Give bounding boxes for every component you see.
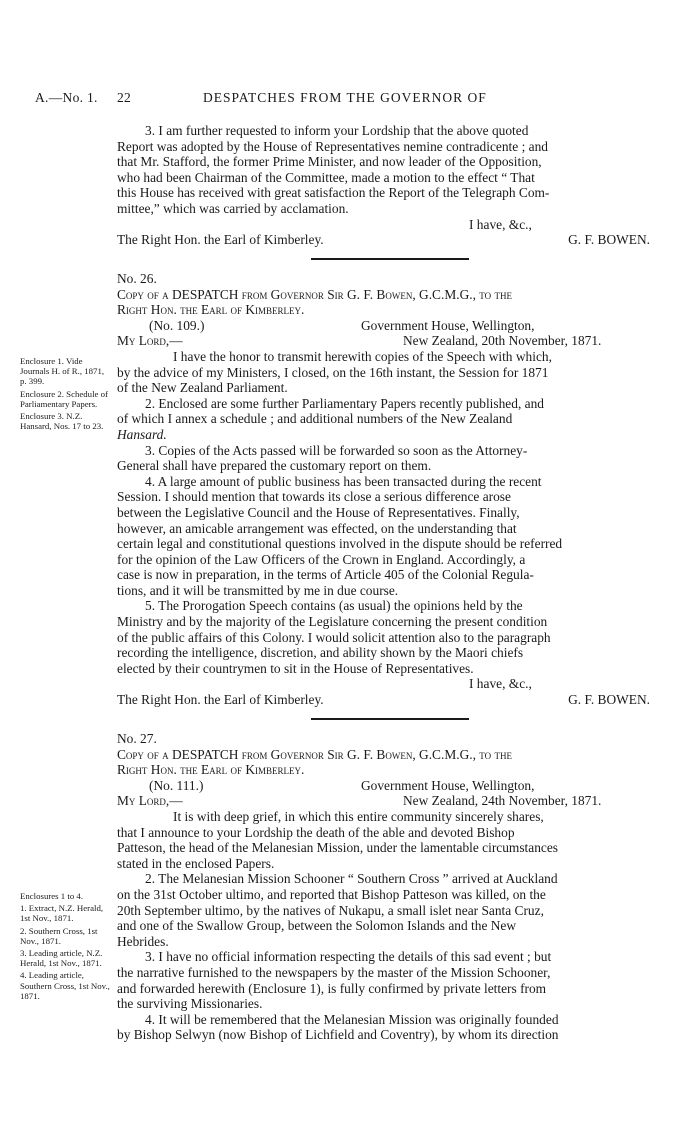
paragraph-line: and one of the Swallow Group, between the Solomon Islands and the New (117, 918, 517, 934)
section-divider (311, 718, 469, 720)
paragraph-line: case is now in preparation, in the terms of Article 405 of the Colonial Regula- (117, 567, 534, 583)
margin-notes-26 (20, 356, 112, 433)
despatch-title-recipient: Right Hon. the Earl of Kimberley. (117, 762, 305, 778)
paragraph-line: for the opinion of the Law Officers of the Crown in England. Accordingly, a (117, 551, 526, 567)
page-number: 22 (117, 90, 132, 105)
despatch-address: Government House, Wellington, (361, 317, 535, 333)
paragraph-line: this House has received with great satisfaction the Report of the Telegraph Com- (117, 185, 550, 201)
paragraph-line: General shall have prepared the customary report on them. (117, 458, 432, 474)
section-divider (311, 258, 469, 260)
paragraph-line: 2. The Melanesian Mission Schooner “ Southern Cross ” arrived at Auckland (145, 871, 558, 887)
paragraph-line: I have the honor to transmit herewith copies of the Speech with which, (173, 348, 552, 364)
paragraph-line: between the Legislative Council and the House of Representatives. Finally, (117, 504, 520, 520)
paragraph-line: that I announce to your Lordship the death of the able and devoted Bishop (117, 824, 515, 840)
paragraph-line: on the 31st October ultimo, and reported that Bishop Patteson was killed, on the (117, 886, 546, 902)
paragraph-line: Report was adopted by the House of Representatives nemine contradicente ; and (117, 138, 548, 154)
running-title: DESPATCHES FROM THE GOVERNOR OF (203, 90, 487, 105)
paragraph-line: 3. I am further requested to inform your Lordship that the above quoted (145, 123, 529, 138)
paragraph-line: that Mr. Stafford, the former Prime Minister, and now leader of the Opposition, (117, 154, 542, 170)
despatch-title: Copy of a DESPATCH from Governor Sir G. F. Bowen, G.C.M.G., to the (117, 286, 512, 302)
paragraph-line: Ministry and by the majority of the Legislature concerning the present condition (117, 614, 548, 630)
paragraph-line: of the public affairs of this Colony. I would solicit attention also to the paragraph (117, 629, 551, 645)
despatch-number: No. 26. (117, 271, 157, 286)
margin-note: Enclosures 1 to 4. (20, 891, 84, 901)
paragraph-line: 3. I have no official information respecting the details of this sad event ; but (145, 949, 552, 965)
margin-note: 1. Extract, N.Z. Herald, 1st Nov., 1871. (20, 903, 104, 924)
closing-line: I have, &c., (469, 676, 532, 692)
signature: G. F. BOWEN. (568, 692, 650, 708)
despatch-ref-number: (No. 109.) (149, 317, 205, 333)
paragraph-line: who had been Chairman of the Committee, made a motion to the effect “ That (117, 169, 535, 185)
paragraph-line: Hebrides. (117, 933, 169, 949)
paragraph-line: 20th September ultimo, by the natives of Nukapu, a small islet near Santa Cruz, (117, 902, 544, 918)
place-date: New Zealand, 24th November, 1871. (403, 793, 602, 809)
paragraph-line: the narrative furnished to the newspapers by the master of the Mission Schooner, (117, 964, 551, 980)
paragraph-line: 4. It will be remembered that the Melanesian Mission was originally founded (145, 1011, 559, 1027)
despatch-ref-number: (No. 111.) (149, 777, 204, 793)
despatch-27 (117, 731, 662, 1043)
paragraph-line: It is with deep grief, in which this entire community sincerely shares, (173, 808, 544, 824)
paragraph-line: mittee,” which was carried by acclamation. (117, 200, 349, 216)
salutation: My Lord,— (117, 333, 183, 349)
paragraph-line: Hansard. (117, 426, 167, 442)
paragraph-line: Session. I should mention that towards its close a serious difference arose (117, 489, 511, 505)
paragraph-line: of which I annex a schedule ; and additional numbers of the New Zealand (117, 411, 513, 427)
addressee: The Right Hon. the Earl of Kimberley. (117, 232, 324, 248)
paragraph-line: tions, and it will be transmitted by me in due course. (117, 582, 399, 598)
despatch-26 (117, 271, 662, 720)
paragraph-line: elected by their countrymen to sit in the House of Representatives. (117, 660, 474, 676)
paragraph-line: certain legal and constitutional questions involved in the dispute should be referred (117, 536, 563, 552)
despatch-number: No. 27. (117, 731, 157, 746)
despatch-title-recipient: Right Hon. the Earl of Kimberley. (117, 302, 305, 318)
paragraph-line: of the New Zealand Parliament. (117, 380, 288, 396)
place-date: New Zealand, 20th November, 1871. (403, 333, 602, 349)
document-reference: A.—No. 1. (35, 90, 98, 105)
margin-note: 3. Leading article, N.Z. Herald, 1st Nov., 1871. (20, 948, 103, 969)
closing-line: I have, &c., (469, 216, 532, 232)
margin-note: Enclosure 3. N.Z. Hansard, Nos. 17 to 23. (20, 411, 104, 432)
paragraph-line: 2. Enclosed are some further Parliamentary Papers recently published, and (145, 395, 544, 411)
despatch-address: Government House, Wellington, (361, 777, 535, 793)
margin-note: Enclosure 2. Schedule of Parliamentary Papers. (20, 388, 108, 409)
continuation-section (117, 123, 662, 260)
salutation: My Lord,— (117, 793, 183, 809)
paragraph-line: stated in the enclosed Papers. (117, 855, 275, 871)
signature: G. F. BOWEN. (568, 232, 650, 248)
paragraph-line: the surviving Missionaries. (117, 996, 263, 1012)
margin-note: 4. Leading article, Southern Cross, 1st Nov., 1871. (20, 970, 110, 1001)
paragraph-line: by the advice of my Ministers, I closed, on the 16th instant, the Session for 1871 (117, 364, 549, 380)
paragraph-line: 4. A large amount of public business has been transacted during the recent (145, 473, 542, 489)
addressee: The Right Hon. the Earl of Kimberley. (117, 692, 324, 708)
margin-note: Enclosure 1. Vide Journals H. of R., 1871, p. 399. (20, 356, 105, 387)
paragraph-line: 5. The Prorogation Speech contains (as usual) the opinions held by the (145, 598, 523, 614)
margin-note: 2. Southern Cross, 1st Nov., 1871. (20, 925, 98, 946)
paragraph-line: and forwarded herewith (Enclosure 1), is fully confirmed by private letters from (117, 980, 547, 996)
despatch-title: Copy of a DESPATCH from Governor Sir G. F. Bowen, G.C.M.G., to the (117, 746, 512, 762)
paragraph-line: recording the intelligence, discretion, and ability shown by the Maori chiefs (117, 645, 524, 661)
paragraph-line: 3. Copies of the Acts passed will be forwarded so soon as the Attorney- (145, 442, 528, 458)
margin-notes-27 (20, 891, 112, 1003)
paragraph-line: however, an amicable arrangement was effected, on the understanding that (117, 520, 517, 536)
paragraph-line: Patteson, the head of the Melanesian Mission, under the lamentable circumstances (117, 840, 559, 856)
paragraph-line: by Bishop Selwyn (now Bishop of Lichfield and Coventry), by whom its direction (117, 1027, 559, 1043)
